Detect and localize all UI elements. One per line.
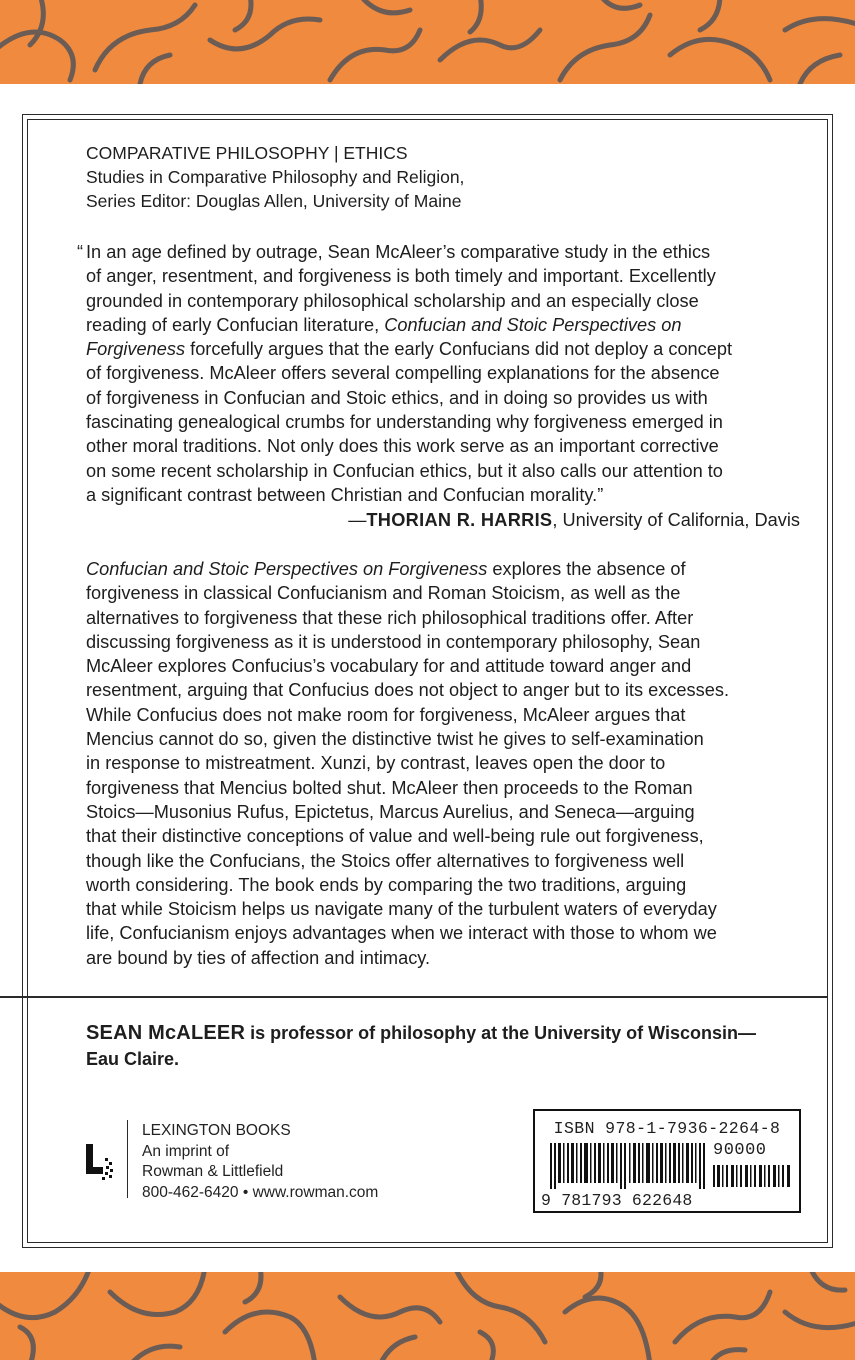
quote-line: a significant contrast between Christian and Confucian morality.” (86, 484, 604, 505)
author-name: SEAN McALEER (86, 1022, 246, 1044)
attribution-dash: — (348, 510, 367, 530)
desc-line: While Confucius does not make room for forgiveness, McAleer argues that (86, 704, 686, 725)
isbn-text: ISBN 978-1-7936-2264-8 (553, 1119, 781, 1138)
publisher-contact: 800-462-6420 • www.rowman.com (142, 1183, 379, 1201)
category-label: COMPARATIVE PHILOSOPHY | ETHICS (86, 143, 408, 163)
publisher-info (142, 1121, 378, 1203)
desc-line: in response to mistreatment. Xunzi, by contrast, leaves open the door to (86, 753, 666, 774)
quote-line: other moral traditions. Not only does this work serve as an important corrective (86, 436, 719, 457)
quote-line: grounded in contemporary philosophical scholarship and an especially close (86, 290, 699, 311)
desc-line: Mencius cannot do so, given the distinctive twist he gives to self-examination (86, 729, 704, 750)
endorser-name: THORIAN R. HARRIS (366, 510, 553, 530)
price-barcode-bars (711, 1165, 795, 1187)
quote-line: of forgiveness in Confucian and Stoic ethics, and in doing so provides us with (86, 387, 708, 408)
desc-line: worth considering. The book ends by comparing the two traditions, arguing (86, 874, 687, 895)
endorser-affiliation: , University of California, Davis (552, 510, 800, 530)
book-title-italic: Forgiveness (86, 339, 186, 360)
publisher-rule (127, 1120, 128, 1198)
desc-line: forgiveness that Mencius bolted shut. McAleer then proceeds to the Roman (86, 777, 693, 798)
book-title-italic: Confucian and Stoic Perspectives on (384, 314, 682, 335)
desc-line: that their distinctive conceptions of value and well-being rule out forgiveness, (86, 826, 704, 847)
open-quote-mark: “ (77, 242, 84, 262)
desc-line: forgiveness in classical Confucianism and Roman Stoicism, as well as the (86, 583, 681, 604)
desc-line: though like the Confucians, the Stoics offer alternatives to forgiveness well (86, 850, 685, 871)
desc-line: are bound by ties of affection and intimacy. (86, 947, 431, 968)
top-pattern-band (0, 0, 855, 84)
endorsement-attribution (348, 508, 800, 532)
book-title-italic: Confucian and Stoic Perspectives on Forgiveness (86, 559, 488, 579)
publisher-imprint: An imprint of (142, 1142, 230, 1160)
isbn-barcode (533, 1109, 801, 1213)
bio-text: is professor of philosophy at the University of Wisconsin— (245, 1023, 757, 1043)
bottom-pattern-band (0, 1272, 855, 1360)
quote-line: of anger, resentment, and forgiveness is both timely and important. Excellently (86, 266, 716, 287)
branch-pattern-bottom (0, 1272, 855, 1360)
series-name: Studies in Comparative Philosophy and Religion, (86, 167, 465, 187)
desc-line: alternatives to forgiveness that these rich philosophical traditions offer. After (86, 607, 694, 628)
bio-text: Eau Claire. (86, 1049, 180, 1069)
desc-line: explores the absence of (487, 559, 686, 579)
section-divider (0, 996, 828, 998)
desc-line: Stoics—Musonius Rufus, Epictetus, Marcus Aurelius, and Seneca—arguing (86, 801, 695, 822)
quote-line: on some recent scholarship in Confucian ethics, but it also calls our attention to (86, 460, 723, 481)
desc-line: resentment, arguing that Confucius does not object to anger but to its excesses. (86, 680, 730, 701)
quote-line: reading of early Confucian literature, (86, 314, 380, 335)
author-bio (86, 1020, 816, 1072)
desc-line: life, Confucianism enjoys advantages when we interact with those to whom we (86, 923, 717, 944)
book-description (86, 557, 800, 970)
quote-line: of forgiveness. McAleer offers several compelling explanations for the absence (86, 363, 720, 384)
ean-number: 9 781793 622648 (541, 1191, 693, 1210)
desc-line: McAleer explores Confucius’s vocabulary for and attitude toward anger and (86, 656, 692, 677)
ean-barcode-bars (542, 1143, 710, 1189)
desc-line: that while Stoicism helps us navigate many of the turbulent waters of everyday (86, 899, 717, 920)
series-editor: Series Editor: Douglas Allen, University of Maine (86, 191, 462, 211)
price-code: 90000 (713, 1141, 767, 1160)
endorsement-quote (77, 240, 800, 507)
quote-line: forcefully argues that the early Confucians did not deploy a concept (190, 339, 733, 360)
branch-pattern-top (0, 0, 855, 84)
quote-line: fascinating genealogical crumbs for understanding why forgiveness emerged in (86, 412, 723, 433)
lexington-logo-icon (84, 1142, 116, 1182)
quote-line: In an age defined by outrage, Sean McAleer’s comparative study in the ethics (86, 242, 711, 262)
publisher-name: LEXINGTON BOOKS (142, 1122, 291, 1139)
series-header (86, 141, 464, 213)
publisher-parent: Rowman & Littlefield (142, 1163, 284, 1180)
desc-line: discussing forgiveness as it is understood in contemporary philosophy, Sean (86, 631, 701, 652)
